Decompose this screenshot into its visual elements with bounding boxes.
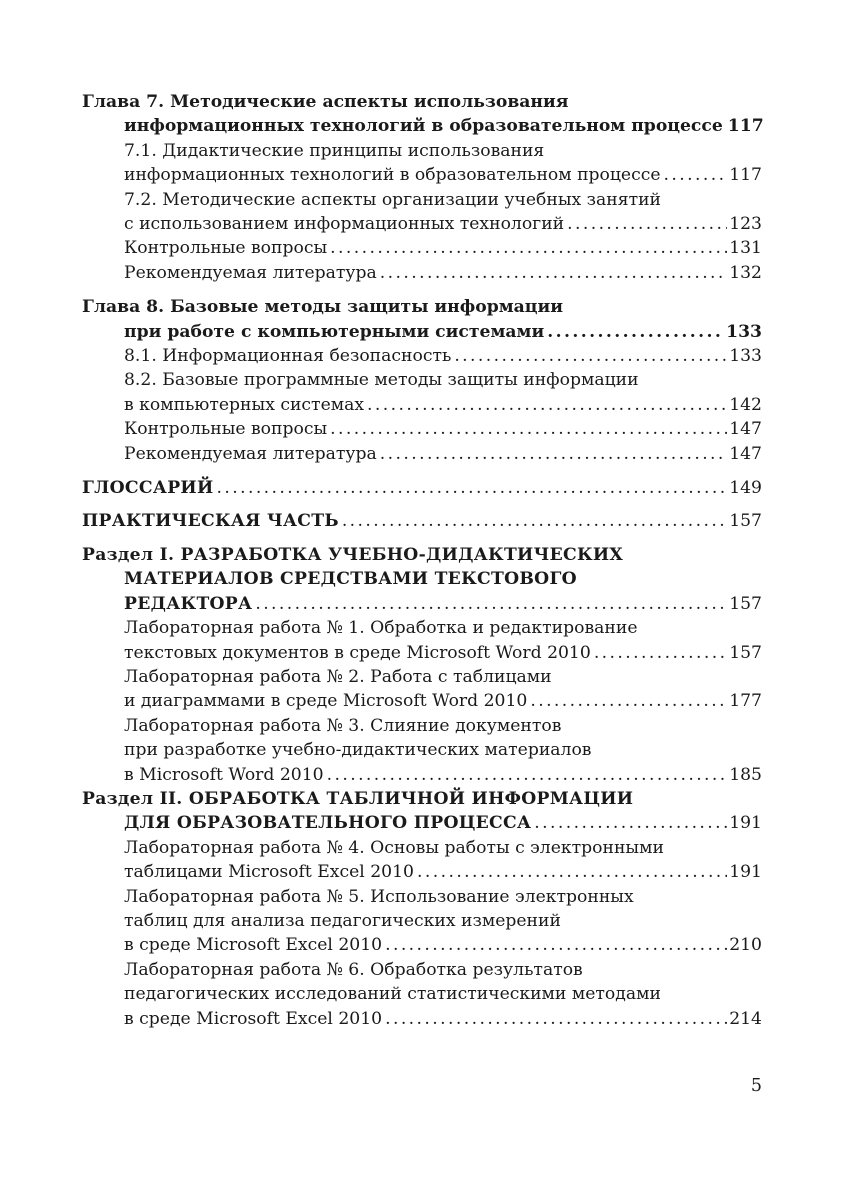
toc-entry: информационных технологий в образовательном процессе ..... 117 xyxy=(82,163,762,187)
toc-entry: Контрольные вопросы ..... 147 xyxy=(82,417,762,441)
toc-entry: РЕДАКТОРА ..... 157 xyxy=(82,592,762,616)
page-number: 147 xyxy=(729,419,762,440)
page-number: 132 xyxy=(729,262,762,283)
dot-leader xyxy=(534,811,727,835)
page-number: 149 xyxy=(729,478,762,499)
toc-entry-line: Лабораторная работа № 1. Обработка и редактирование xyxy=(124,618,638,639)
page-number: 191 xyxy=(729,813,762,834)
toc-entry: в среде Microsoft Excel 2010 ..... 214 xyxy=(82,1007,762,1031)
dot-leader xyxy=(330,236,727,260)
toc-entry: и диаграммами в среде Microsoft Word 2010 ..... 177 xyxy=(82,689,762,713)
toc-entry: информационных технологий в образовательном процессе 117 xyxy=(82,114,762,138)
page-number: 210 xyxy=(729,935,762,956)
dot-leader xyxy=(342,509,727,533)
dot-leader xyxy=(594,641,727,665)
toc-entry-line: Лабораторная работа № 6. Обработка результатов xyxy=(124,959,583,980)
toc-entry: Рекомендуемая литература ..... 147 xyxy=(82,442,762,466)
toc-entry: с использованием информационных технологий ..... 123 xyxy=(82,212,762,236)
toc-entry: 8.1. Информационная безопасность ..... 133 xyxy=(82,344,762,368)
toc-entry-line: 7.1. Дидактические принципы использования xyxy=(124,140,545,161)
dot-leader xyxy=(417,860,727,884)
dot-leader xyxy=(330,417,727,441)
dot-leader xyxy=(380,261,727,285)
toc-entry: текстовых документов в среде Microsoft Word 2010 ..... 157 xyxy=(82,641,762,665)
page-number: 191 xyxy=(729,862,762,883)
toc-entry-line: таблиц для анализа педагогических измерений xyxy=(124,911,561,931)
table-of-contents xyxy=(82,90,762,1031)
page-number: 133 xyxy=(729,346,762,367)
toc-entry-line: Лабораторная работа № 5. Использование электронных xyxy=(124,886,634,907)
page-number: 133 xyxy=(726,321,762,342)
dot-leader xyxy=(547,320,724,344)
toc-entry: Рекомендуемая литература ..... 132 xyxy=(82,261,762,285)
toc-chapter-8 xyxy=(82,295,762,466)
toc-part-1 xyxy=(82,543,762,787)
toc-chapter-7 xyxy=(82,90,762,285)
page-number: 214 xyxy=(729,1008,762,1029)
page-number: 157 xyxy=(729,642,762,663)
part-title-line: МАТЕРИАЛОВ СРЕДСТВАМИ ТЕКСТОВОГО xyxy=(124,569,577,590)
toc-entry: таблицами Microsoft Excel 2010 ..... 191 xyxy=(82,860,762,884)
toc-entry-line: Лабораторная работа № 3. Слияние документов xyxy=(124,715,562,736)
toc-entry: в компьютерных системах ..... 142 xyxy=(82,393,762,417)
page-number: 185 xyxy=(729,764,762,785)
dot-leader xyxy=(367,393,727,417)
dot-leader xyxy=(327,763,728,787)
chapter-title-line: Глава 7. Методические аспекты использования xyxy=(82,92,569,112)
page-number: 142 xyxy=(729,394,762,415)
page-folio: 5 xyxy=(750,1076,762,1096)
toc-practical-part: ПРАКТИЧЕСКАЯ ЧАСТЬ ..... 157 xyxy=(82,509,762,533)
dot-leader xyxy=(454,344,727,368)
toc-entry-line: педагогических исследований статистическими методами xyxy=(124,984,661,1005)
dot-leader xyxy=(567,212,727,236)
toc-entry-line: при разработке учебно-дидактических материалов xyxy=(124,740,592,761)
page-number: 157 xyxy=(729,593,762,614)
toc-entry: в Microsoft Word 2010 ..... 185 xyxy=(82,763,762,787)
part-title-line: Раздел II. ОБРАБОТКА ТАБЛИЧНОЙ ИНФОРМАЦИИ xyxy=(82,788,634,809)
page-number: 117 xyxy=(729,165,762,186)
page-number: 157 xyxy=(729,510,762,531)
toc-part-2 xyxy=(82,787,762,1031)
toc-entry-line: Лабораторная работа № 2. Работа с таблицами xyxy=(124,666,552,687)
dot-leader xyxy=(664,163,728,187)
page-number: 117 xyxy=(727,116,764,137)
dot-leader xyxy=(385,933,727,957)
dot-leader xyxy=(255,592,727,616)
toc-entry-line: Лабораторная работа № 4. Основы работы с электронными xyxy=(124,837,664,858)
toc-entry: Контрольные вопросы ..... 131 xyxy=(82,236,762,260)
toc-entry-line: 7.2. Методические аспекты организации учебных занятий xyxy=(124,189,662,210)
dot-leader xyxy=(380,442,727,466)
page-number: 123 xyxy=(729,214,762,235)
part-title-line: Раздел I. РАЗРАБОТКА УЧЕБНО-ДИДАКТИЧЕСКИХ xyxy=(82,544,624,565)
page-number: 131 xyxy=(729,238,762,259)
toc-entry: ДЛЯ ОБРАЗОВАТЕЛЬНОГО ПРОЦЕССА ..... 191 xyxy=(82,811,762,835)
toc-entry: в среде Microsoft Excel 2010 ..... 210 xyxy=(82,933,762,957)
page-number: 147 xyxy=(729,443,762,464)
toc-glossary: ГЛОССАРИЙ ..... 149 xyxy=(82,476,762,500)
dot-leader xyxy=(217,476,728,500)
dot-leader xyxy=(530,689,727,713)
page-number: 177 xyxy=(729,691,762,712)
dot-leader xyxy=(385,1007,727,1031)
chapter-title-line: Глава 8. Базовые методы защиты информации xyxy=(82,297,563,318)
toc-entry-line: 8.2. Базовые программные методы защиты информации xyxy=(124,370,639,391)
toc-entry: при работе с компьютерными системами ..... 133 xyxy=(82,320,762,344)
